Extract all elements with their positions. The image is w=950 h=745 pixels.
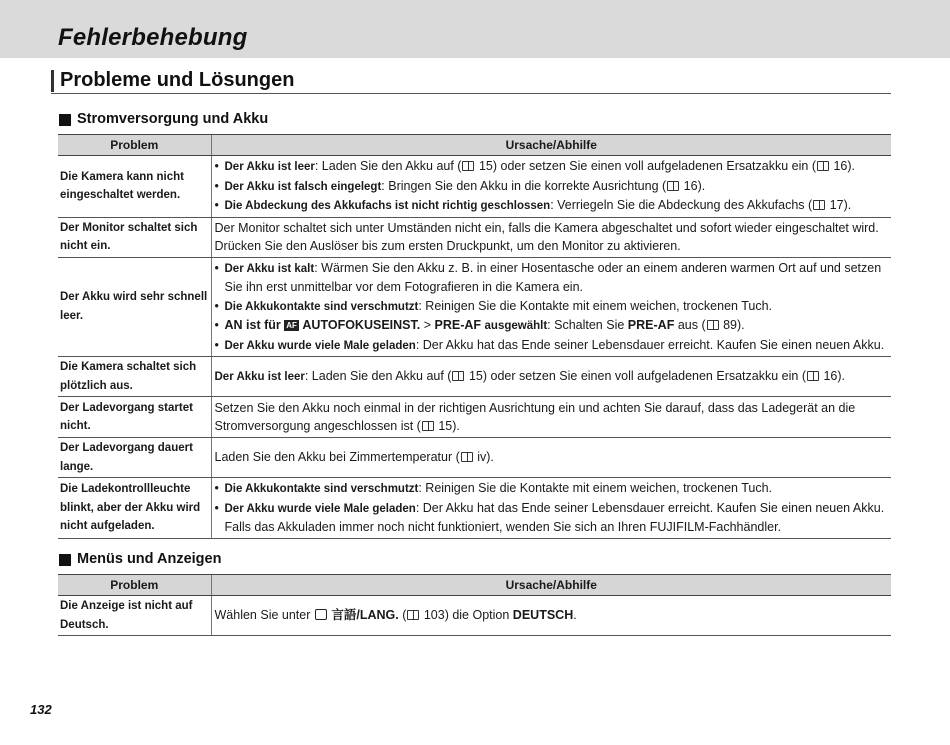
- column-header-problem: Problem: [58, 575, 211, 596]
- option-name: PRE-AF: [627, 318, 675, 332]
- problem-cell: Die Anzeige ist nicht auf Deutsch.: [58, 596, 211, 636]
- section-bar-marker: [51, 70, 54, 92]
- page-reference-icon: [667, 181, 679, 191]
- page-reference-icon: [707, 320, 719, 330]
- subsection-title: Stromversorgung und Akku: [77, 111, 269, 127]
- list-item: [215, 196, 889, 216]
- column-header-problem: Problem: [58, 135, 211, 156]
- table-row: [58, 217, 891, 257]
- solution-text: (: [398, 608, 407, 623]
- solution-cell: [211, 397, 891, 438]
- solution-text: : Verriegeln Sie die Abdeckung des Akkufachs (: [550, 198, 813, 212]
- page-reference-icon: [813, 200, 825, 210]
- table-row: [58, 596, 891, 636]
- solution-text: : Reinigen Sie die Kontakte mit einem weichen, trockenen Tuch.: [418, 481, 773, 495]
- table-header-row: [58, 135, 891, 156]
- solution-text: : Wärmen Sie den Akku z. B. in einer Hosentasche oder an einem anderen warmen Ort auf und setzen Sie ihn erst unmittelbar vor dem Fotografieren in die Kamera ein.: [224, 260, 882, 294]
- setup-menu-icon: [315, 609, 327, 620]
- solution-text: 16).: [680, 178, 706, 193]
- menu-item-name: 言語/LANG.: [331, 608, 399, 623]
- list-item: [215, 316, 889, 336]
- list-item: [215, 336, 889, 356]
- solution-text: : Der Akku hat das Ende seiner Lebensdauer erreicht. Kaufen Sie einen neuen Akku. Falls das Akkuladen immer noch nicht funktioniert, wenden Sie sich an Ihren FUJIFILM-Fachhändler.: [224, 500, 885, 534]
- section-heading: [51, 68, 891, 94]
- solution-text: 15) oder setzen Sie einen voll aufgeladenen Ersatzakku ein (: [475, 159, 816, 173]
- af-menu-icon: AF: [286, 321, 297, 330]
- page-reference-icon: [817, 161, 829, 171]
- table-row: [58, 257, 891, 357]
- cause-label: Der Akku ist falsch eingelegt: [224, 180, 382, 193]
- solution-text: 16).: [829, 159, 855, 173]
- table-row: [58, 156, 891, 218]
- page-reference-icon: [452, 371, 464, 381]
- solution-text: 16).: [819, 368, 845, 383]
- black-square-bullet-icon: [59, 114, 71, 126]
- page-reference-icon: [461, 452, 473, 462]
- problem-cell: Der Ladevorgang startet nicht.: [58, 397, 211, 438]
- table-row: [58, 397, 891, 438]
- solution-text: 17).: [826, 198, 852, 212]
- power-troubleshooting-table: [58, 134, 891, 539]
- list-item: [215, 259, 889, 297]
- solution-text: : Bringen Sie den Akku in die korrekte Ausrichtung (: [381, 178, 667, 193]
- page-reference-icon: [422, 421, 434, 431]
- solution-text: 15).: [434, 419, 460, 433]
- solution-text: Wählen Sie unter: [214, 608, 311, 623]
- solution-text: 89).: [719, 318, 745, 332]
- list-item: [215, 177, 889, 197]
- table-header-row: [58, 575, 891, 596]
- cause-label: Der Akku ist leer: [224, 161, 315, 173]
- cause-label: Die Akkukontakte sind verschmutzt: [224, 483, 419, 495]
- solution-text: : Laden Sie den Akku auf (: [314, 159, 462, 173]
- solution-cell: [211, 357, 891, 397]
- solution-cell: [211, 156, 891, 218]
- menu-separator: >: [423, 318, 432, 332]
- list-item: [215, 297, 889, 317]
- section-title: Probleme und Lösungen: [60, 69, 295, 91]
- solution-cell: [211, 257, 891, 357]
- table-row: [58, 357, 891, 397]
- cause-label: Die Akkukontakte sind verschmutzt: [224, 300, 419, 313]
- solution-text: : Reinigen Sie die Kontakte mit einem weichen, trockenen Tuch.: [418, 298, 773, 313]
- table-row: [58, 478, 891, 539]
- cause-label: ausgewählt: [484, 320, 548, 332]
- solution-text: iv).: [473, 450, 494, 465]
- menu-item-name: AUTOFOKUSEINST.: [302, 318, 421, 332]
- page-reference-icon: [807, 371, 819, 381]
- chapter-title: Fehlerbehebung: [58, 24, 248, 51]
- page-reference-icon: [407, 610, 419, 620]
- problem-cell: Der Akku wird sehr schnell leer.: [58, 257, 211, 357]
- option-name: PRE-AF: [434, 318, 482, 332]
- solution-text: 103) die Option: [420, 608, 510, 623]
- solution-text: : Laden Sie den Akku auf (: [304, 368, 452, 383]
- solution-cell: [211, 596, 891, 636]
- solution-text: : Der Akku hat das Ende seiner Lebensdauer erreicht. Kaufen Sie einen neuen Akku.: [415, 337, 885, 352]
- table-row: [58, 438, 891, 478]
- cause-label: Der Akku ist leer: [214, 370, 305, 383]
- menus-troubleshooting-table: [58, 574, 891, 636]
- option-name: DEUTSCH: [512, 608, 574, 623]
- column-header-solution: Ursache/Abhilfe: [211, 135, 891, 156]
- cause-label: Der Akku wurde viele Male geladen: [224, 339, 416, 352]
- solution-text: .: [573, 608, 577, 623]
- black-square-bullet-icon: [59, 554, 71, 566]
- solution-cell: [211, 478, 891, 539]
- problem-cell: Die Kamera schaltet sich plötzlich aus.: [58, 357, 211, 397]
- problem-cell: Die Ladekontrollleuchte blinkt, aber der Akku wird nicht aufgeladen.: [58, 478, 211, 539]
- list-item: [215, 499, 889, 537]
- list-item: [215, 479, 889, 499]
- solution-text: aus (: [677, 318, 706, 332]
- solution-text: : Schalten Sie: [547, 318, 625, 332]
- solution-text: 15) oder setzen Sie einen voll aufgeladenen Ersatzakku ein (: [465, 368, 806, 383]
- page-number: 132: [30, 702, 52, 717]
- page-reference-icon: [462, 161, 474, 171]
- column-header-solution: Ursache/Abhilfe: [211, 575, 891, 596]
- problem-cell: Der Ladevorgang dauert lange.: [58, 438, 211, 478]
- subsection-title: Menüs und Anzeigen: [77, 551, 222, 567]
- solution-text: Laden Sie den Akku bei Zimmertemperatur (: [214, 450, 460, 465]
- solution-cell: [211, 438, 891, 478]
- cause-label: Der Akku ist kalt: [224, 262, 315, 275]
- problem-cell: Die Kamera kann nicht eingeschaltet werden.: [58, 156, 211, 218]
- cause-label: Die Abdeckung des Akkufachs ist nicht richtig geschlossen: [224, 200, 551, 212]
- cause-label: Der Akku wurde viele Male geladen: [224, 502, 416, 515]
- setting-label: AN ist für: [224, 318, 281, 332]
- solution-text: Setzen Sie den Akku noch einmal in der richtigen Ausrichtung ein und achten Sie darauf, dass das Ladegerät an die Stromversorgung angeschlossen ist (: [214, 400, 856, 433]
- problem-cell: Der Monitor schaltet sich nicht ein.: [58, 217, 211, 257]
- solution-cell: Der Monitor schaltet sich unter Umständen nicht ein, falls die Kamera abgeschaltet und sofort wieder eingeschaltet wird. Drücken Sie den Auslöser bis zum ersten Druckpunkt, um den Monitor zu aktivieren.: [211, 217, 891, 257]
- list-item: [215, 157, 889, 177]
